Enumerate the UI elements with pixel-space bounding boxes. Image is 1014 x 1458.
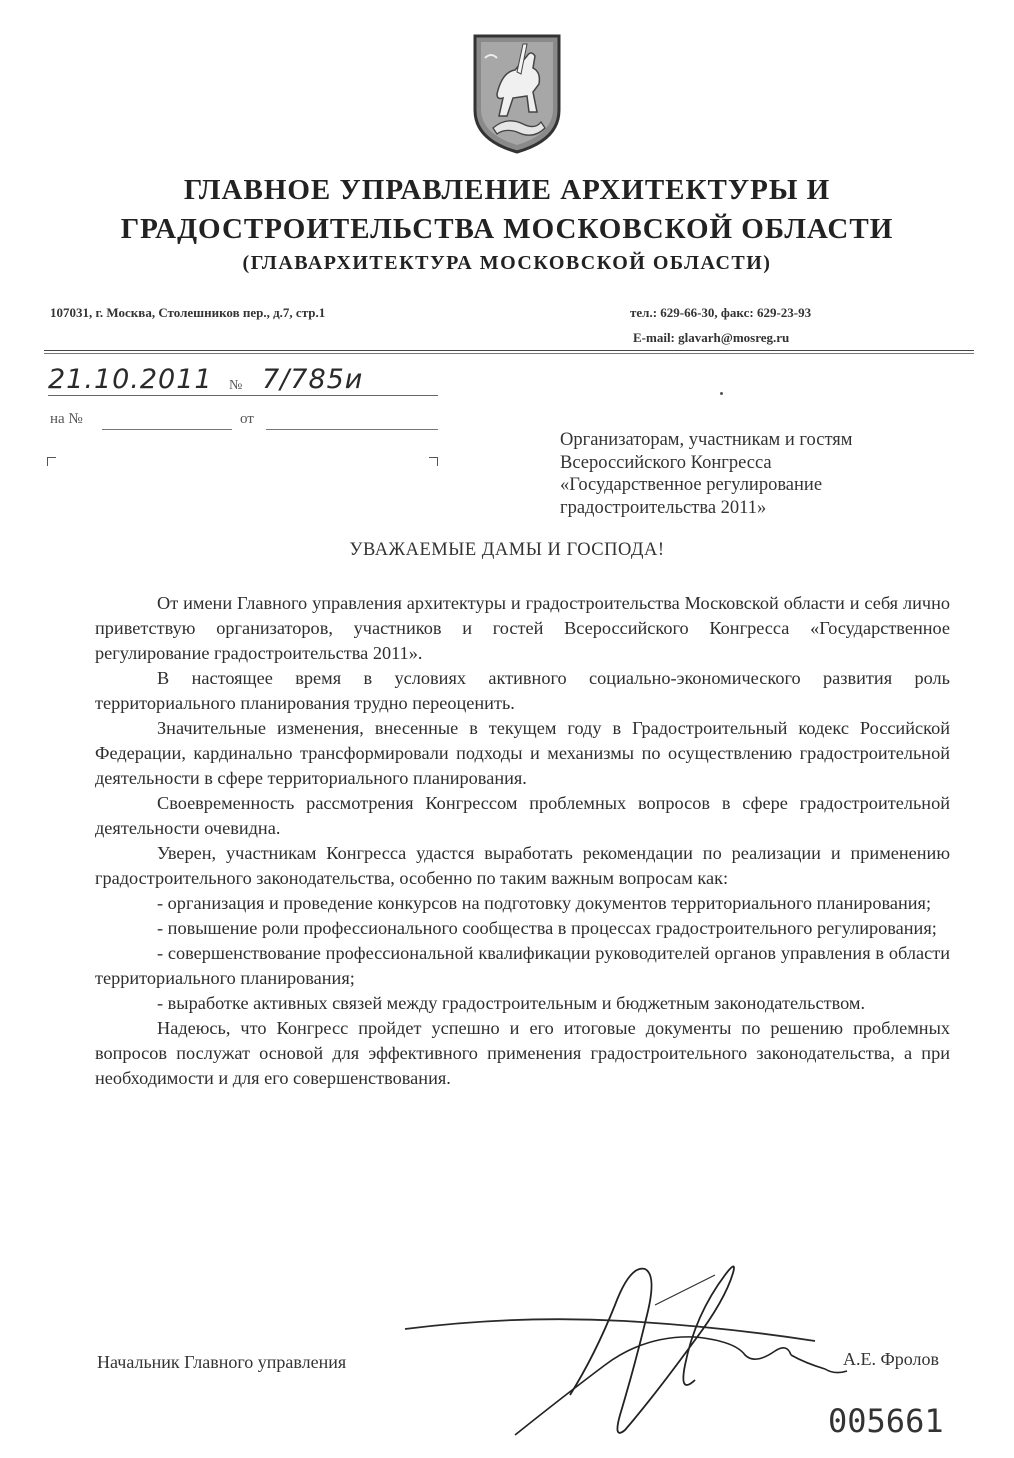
- scan-speck: [720, 392, 723, 395]
- header-divider-secondary: [44, 353, 974, 354]
- body-paragraph: От имени Главного управления архитектуры и градостроительства Московской области и себя лично приветствую организаторов, участников и гостей Всероссийского Конгресса «Государственное регулирование градостроительства 2011».: [95, 593, 950, 663]
- signer-position: Начальник Главного управления: [97, 1352, 347, 1372]
- organization-name-line-2: ГРАДОСТРОИТЕЛЬСТВА МОСКОВСКОЙ ОБЛАСТИ: [120, 213, 894, 245]
- salutation: УВАЖАЕМЫЕ ДАМЫ И ГОСПОДА!: [349, 540, 665, 560]
- reference-number-label: на №: [50, 411, 83, 427]
- organization-name-line-1: ГЛАВНОЕ УПРАВЛЕНИЕ АРХИТЕКТУРЫ И: [183, 174, 831, 206]
- addressee-block: [560, 429, 853, 519]
- outgoing-date: 21.10.2011: [48, 364, 213, 395]
- letter-body: [95, 591, 950, 1091]
- reference-date-blank: [266, 429, 438, 430]
- header-divider: [44, 350, 974, 351]
- number-sign-label: №: [229, 378, 243, 393]
- list-item: - организация и проведение конкурсов на подготовку документов территориального планирования;: [157, 893, 932, 913]
- handwritten-signature: [395, 1245, 855, 1445]
- email-address: E-mail: glavarh@mosreg.ru: [633, 330, 790, 345]
- addressee-line: Всероссийского Конгресса: [560, 452, 772, 473]
- registration-underline: [48, 395, 438, 396]
- address-field-corner-right: [429, 457, 438, 466]
- phone-fax: тел.: 629-66-30, факс: 629-23-93: [630, 305, 812, 320]
- body-paragraph: Уверен, участникам Конгресса удастся выработать рекомендации по реализации и применению градостроительного законодательства, особенно по таким важным вопросам как:: [95, 843, 950, 888]
- body-paragraph: Своевременность рассмотрения Конгрессом проблемных вопросов в сфере градостроительной деятельности очевидна.: [95, 793, 950, 838]
- body-paragraph: В настоящее время в условиях активного социально-экономического развития роль территориального планирования трудно переоценить.: [95, 668, 950, 713]
- signer-name: А.Е. Фролов: [843, 1349, 939, 1369]
- list-item: - совершенствование профессиональной квалификации руководителей органов управления в области территориального планирования;: [95, 943, 950, 988]
- outgoing-number: 7/785и: [262, 364, 364, 395]
- addressee-line: градостроительства 2011»: [560, 497, 767, 518]
- addressee-line: «Государственное регулирование: [560, 475, 823, 495]
- reference-number-blank: [102, 429, 232, 430]
- postal-address: 107031, г. Москва, Столешников пер., д.7, стр.1: [50, 305, 326, 320]
- body-paragraph: Надеюсь, что Конгресс пройдет успешно и его итоговые документы по решению проблемных вопросов послужат основой для эффективного применения градостроительного законодательства, а при необходимости и для его совершенствования.: [95, 1018, 950, 1088]
- list-item: - выработке активных связей между градостроительным и бюджетным законодательством.: [157, 993, 866, 1013]
- address-field-corner-left: [47, 457, 56, 466]
- reference-date-label: от: [240, 411, 254, 427]
- body-paragraph: Значительные изменения, внесенные в текущем году в Градостроительный кодекс Российской Федерации, кардинально трансформировали подходы и механизмы по осуществлению градостроительной деятельности в сфере территориального планирования.: [95, 718, 950, 788]
- coat-of-arms-icon: [467, 32, 567, 154]
- list-item: - повышение роли профессионального сообщества в процессах градостроительного регулирования;: [157, 918, 937, 938]
- organization-short-name: (ГЛАВАРХИТЕКТУРА МОСКОВСКОЙ ОБЛАСТИ): [242, 252, 772, 274]
- serial-number: 005661: [828, 1402, 944, 1440]
- addressee-line: Организаторам, участникам и гостям: [560, 430, 853, 450]
